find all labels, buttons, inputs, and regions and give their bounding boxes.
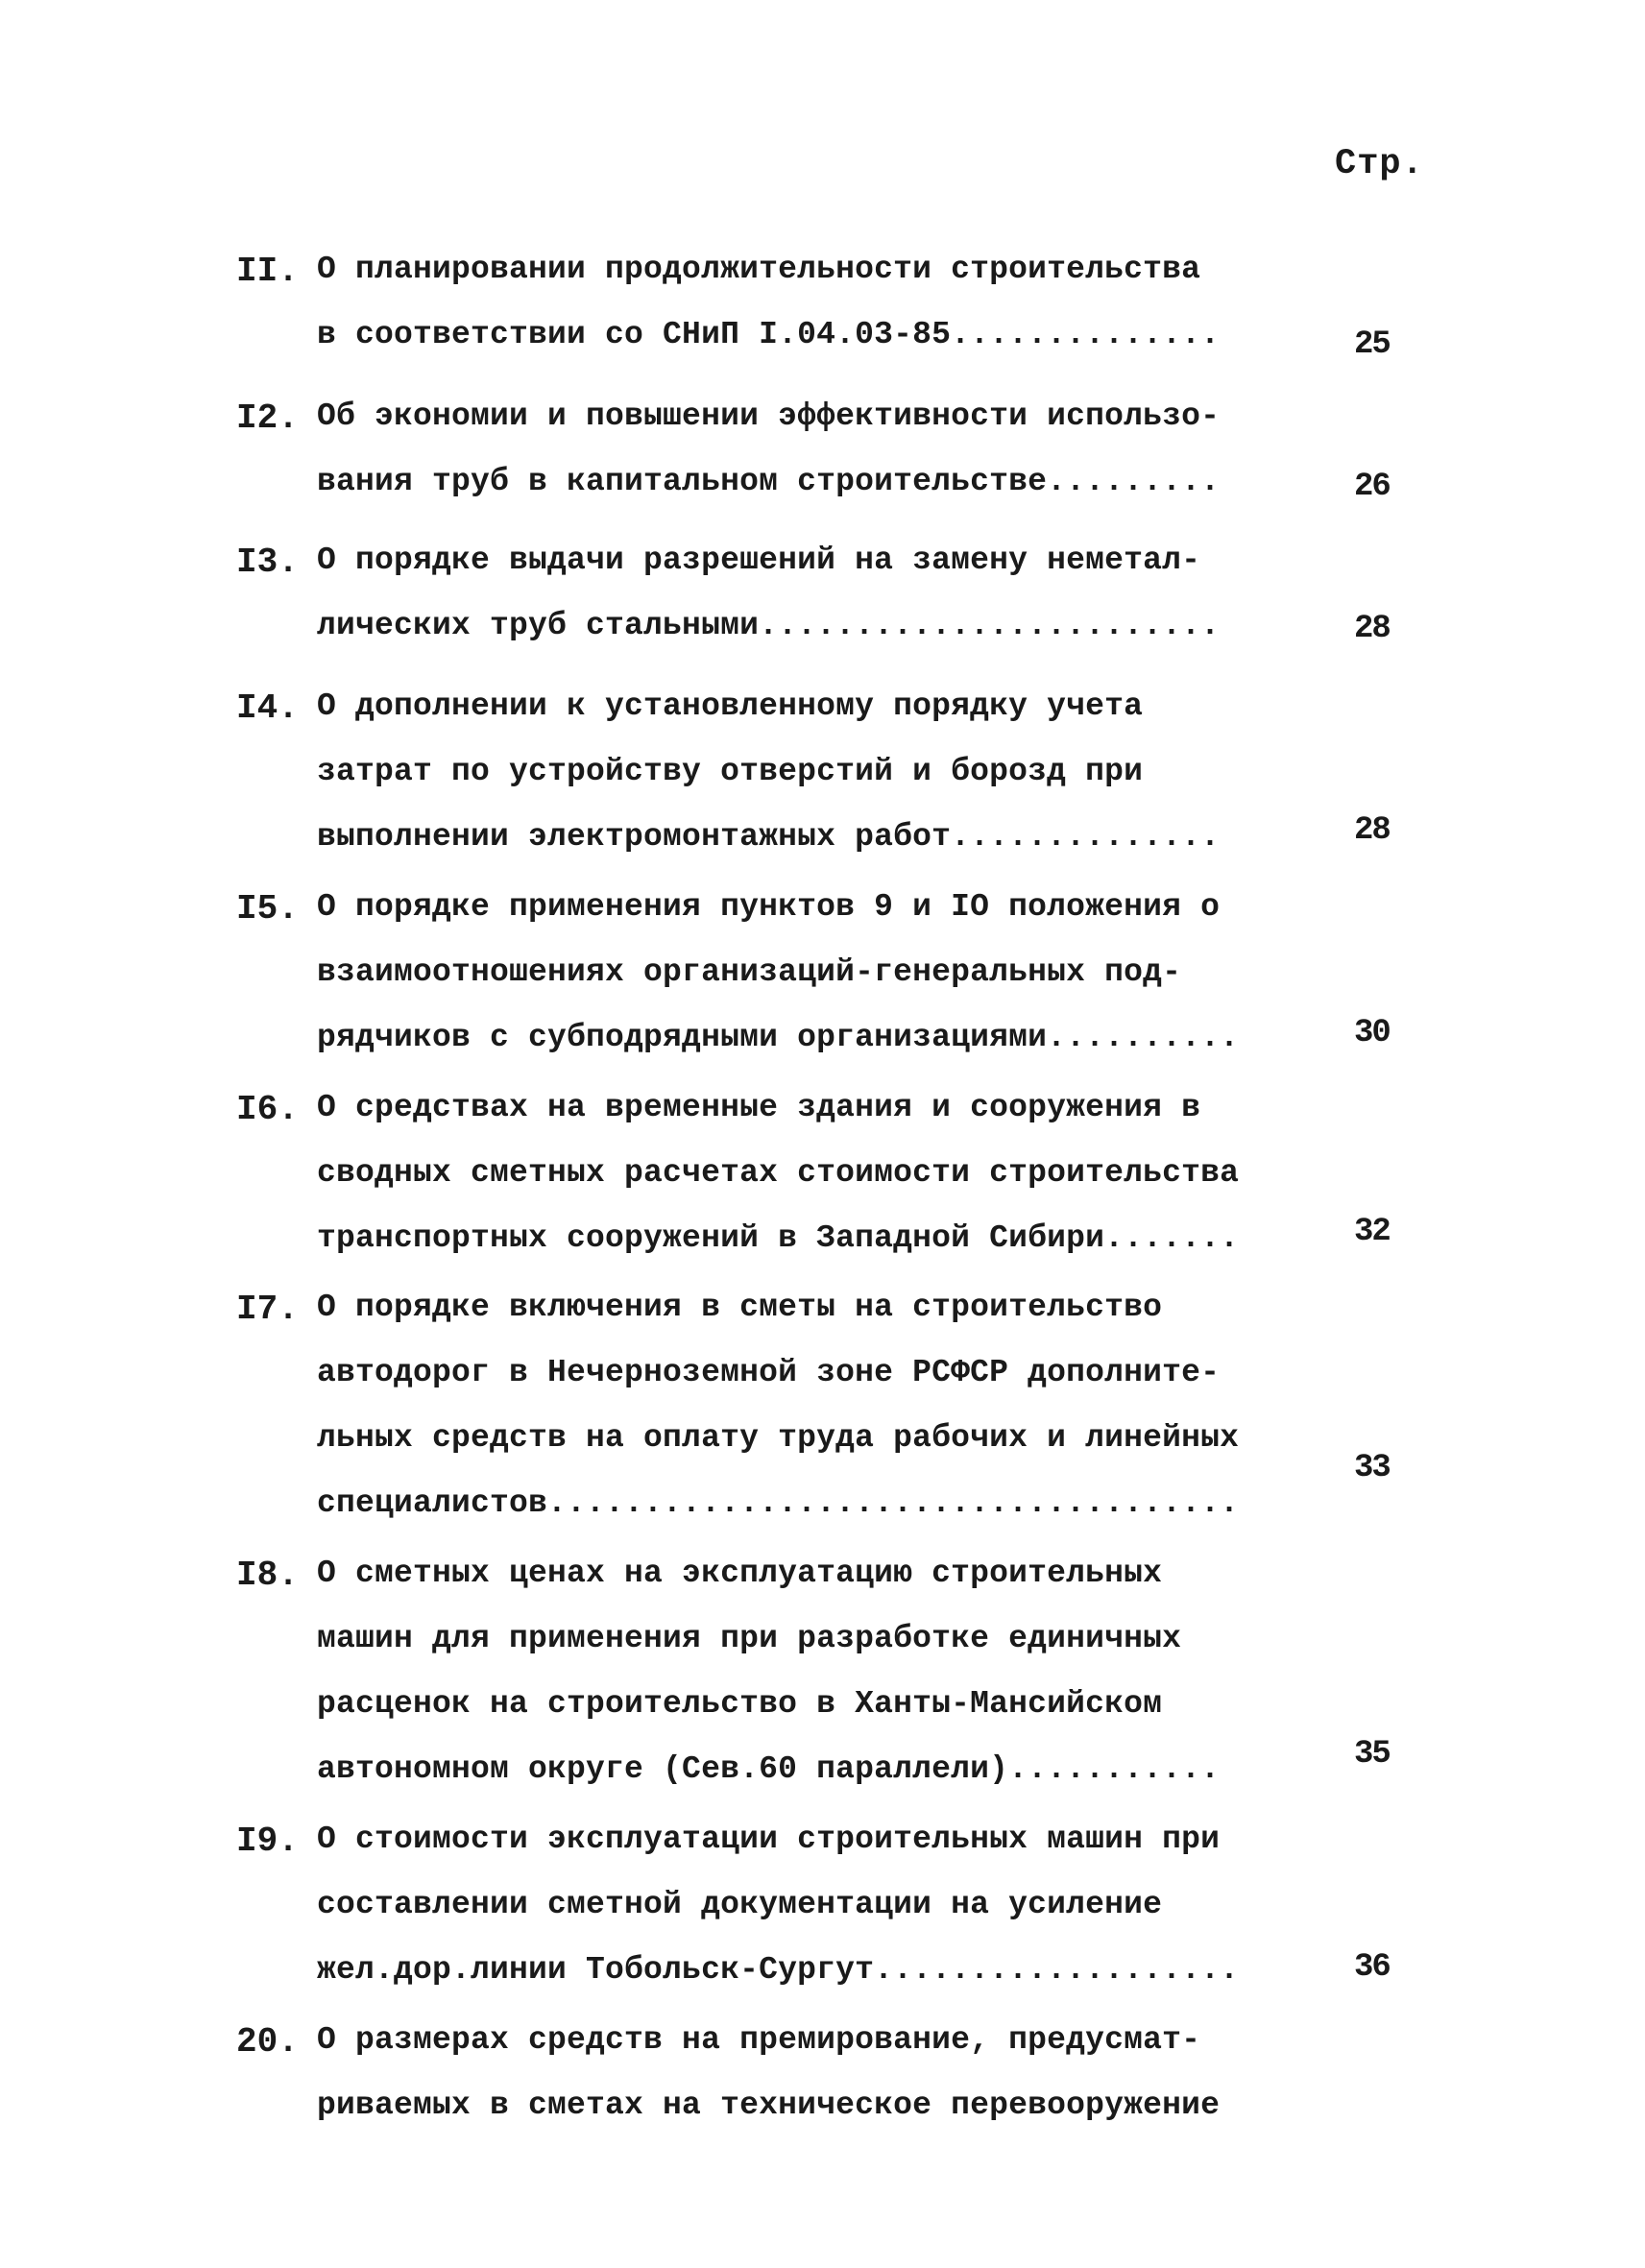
toc-entry-page-number: 35 — [1354, 1736, 1390, 1773]
toc-entry-page-number: 32 — [1354, 1214, 1390, 1250]
toc-entry-number: 20. — [236, 2022, 299, 2062]
toc-entry-title-line: выполнении электромонтажных работ.............. — [317, 819, 1221, 855]
toc-entry-title-line: О планировании продолжительности строительства — [317, 252, 1201, 287]
toc-entry-title-line: вания труб в капитальном строительстве......... — [317, 464, 1221, 499]
toc-entry-title-line: О дополнении к установленному порядку учета — [317, 688, 1144, 724]
toc-entry-title-line: сводных сметных расчетах стоимости строительства — [317, 1155, 1240, 1191]
toc-entry-number: I4. — [236, 688, 299, 728]
toc-entry-number: I8. — [236, 1556, 299, 1595]
toc-entry-number: I6. — [236, 1090, 299, 1129]
toc-entry-title-line: специалистов.................................... — [317, 1485, 1240, 1521]
toc-entry-title-line: Об экономии и повышении эффективности использо- — [317, 398, 1221, 434]
toc-entry-title-line: О порядке включения в сметы на строительство — [317, 1290, 1163, 1325]
toc-entry-number: I2. — [236, 398, 299, 438]
toc-entry-page-number: 25 — [1354, 326, 1390, 363]
toc-entry-title-line: рядчиков с субподрядными организациями.......... — [317, 1020, 1240, 1055]
toc-entry-number: I7. — [236, 1290, 299, 1329]
toc-entry-number: I5. — [236, 889, 299, 929]
toc-entry-page-number: 36 — [1354, 1949, 1390, 1986]
toc-entry-title-line: машин для применения при разработке единичных — [317, 1621, 1182, 1656]
toc-entry-title-line: льных средств на оплату труда рабочих и линейных — [317, 1420, 1240, 1456]
toc-entry-page-number: 28 — [1354, 611, 1390, 647]
toc-entry-title-line: О стоимости эксплуатации строительных машин при — [317, 1822, 1221, 1857]
toc-entry-page-number: 33 — [1354, 1450, 1390, 1486]
toc-entry-number: II. — [236, 252, 299, 291]
toc-entry-title-line: составлении сметной документации на усиление — [317, 1887, 1163, 1922]
toc-entry-page-number: 28 — [1354, 812, 1390, 849]
toc-entry-title-line: транспортных сооружений в Западной Сибири....... — [317, 1220, 1240, 1256]
toc-entry-number: I3. — [236, 543, 299, 582]
toc-entry-title-line: лических труб стальными........................ — [317, 608, 1221, 643]
toc-entry-number: I9. — [236, 1822, 299, 1861]
toc-entry-page-number: 30 — [1354, 1015, 1390, 1051]
toc-entry-title-line: в соответствии со СНиП I.04.03-85.............. — [317, 317, 1221, 352]
toc-entry-title-line: жел.дор.линии Тобольск-Сургут................... — [317, 1952, 1240, 1988]
toc-entry-title-line: расценок на строительство в Ханты-Мансийском — [317, 1686, 1163, 1722]
toc-entry-page-number: 26 — [1354, 469, 1390, 505]
toc-entry-title-line: автономном округе (Сев.60 параллели)........... — [317, 1751, 1221, 1787]
toc-entry-title-line: О сметных ценах на эксплуатацию строительных — [317, 1556, 1163, 1591]
page-column-header: Стр. — [1335, 144, 1424, 184]
toc-entry-title-line: О средствах на временные здания и сооружения в — [317, 1090, 1201, 1125]
toc-entry-title-line: затрат по устройству отверстий и борозд при — [317, 754, 1144, 789]
toc-entry-title-line: взаимоотношениях организаций-генеральных под- — [317, 954, 1182, 990]
toc-entry-title-line: автодорог в Нечерноземной зоне РСФСР дополните- — [317, 1355, 1221, 1390]
toc-entry-title-line: риваемых в сметах на техническое перевооружение — [317, 2087, 1221, 2123]
toc-entry-title-line: О порядке выдачи разрешений на замену неметал- — [317, 543, 1201, 578]
toc-entry-title-line: О размерах средств на премирование, предусмат- — [317, 2022, 1201, 2058]
toc-entry-title-line: О порядке применения пунктов 9 и IO положения о — [317, 889, 1221, 925]
